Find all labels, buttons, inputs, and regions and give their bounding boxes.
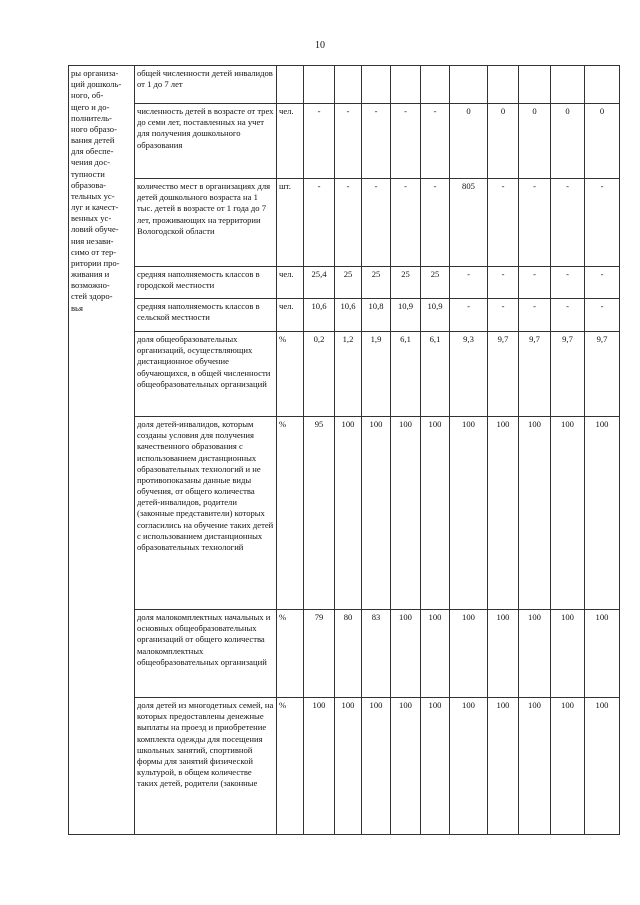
value-cell: - (304, 179, 335, 267)
value-cell: 1,2 (335, 332, 362, 417)
indicator-text: доля малокомплектных начальных и основных общеобразовательных организаций от общего количества малокомплектных общеобразовательных организаций (137, 612, 271, 667)
value-cell: - (488, 267, 519, 299)
value-cell: 100 (519, 417, 551, 610)
value-cell: 100 (450, 417, 488, 610)
value-cell: 10,9 (391, 299, 421, 332)
value-cell: - (519, 267, 551, 299)
value-cell: - (335, 104, 362, 179)
value-cell: 100 (421, 698, 450, 835)
value-cell: - (421, 179, 450, 267)
value-cell: - (519, 299, 551, 332)
value-cell: 100 (391, 698, 421, 835)
unit-cell: чел. (277, 104, 304, 179)
value-cell: 100 (362, 698, 391, 835)
value-cell: 10,6 (335, 299, 362, 332)
indicator-text: общей численности детей инвалидов от 1 до 7 лет (137, 68, 273, 90)
value-cell: 100 (362, 417, 391, 610)
value-cell: 10,9 (421, 299, 450, 332)
value-cell: 100 (488, 610, 519, 698)
value-cell: - (551, 299, 585, 332)
value-cell: - (304, 104, 335, 179)
value-cell: - (519, 179, 551, 267)
value-cell: 100 (585, 610, 620, 698)
indicator-text: доля общеобразовательных организаций, осуществляющих дистанционное обучение обучающихся, в общей численности общеобразовательных организаций (137, 334, 271, 389)
table-row (69, 299, 620, 332)
indicator-cell (135, 417, 277, 610)
value-cell (488, 66, 519, 104)
value-cell: 0 (519, 104, 551, 179)
value-cell: 100 (519, 610, 551, 698)
value-cell: 0 (450, 104, 488, 179)
value-cell: 100 (450, 610, 488, 698)
value-cell: 9,7 (585, 332, 620, 417)
value-cell: - (488, 299, 519, 332)
unit-cell: чел. (277, 267, 304, 299)
value-cell: 805 (450, 179, 488, 267)
unit-cell (277, 66, 304, 104)
indicator-text: доля детей из многодетных семей, на которых предоставлены денежные выплаты на проезд и приобретение комплекта одежды для посещения школьных занятий, спортивной формы для занятий физической культурой, в общем количестве таких детей, родители (законные (137, 700, 274, 789)
value-cell: 1,9 (362, 332, 391, 417)
table-row (69, 104, 620, 179)
indicator-cell (135, 299, 277, 332)
value-cell: - (551, 267, 585, 299)
value-cell: 100 (551, 698, 585, 835)
value-cell: - (551, 179, 585, 267)
value-cell: 100 (551, 610, 585, 698)
value-cell (335, 66, 362, 104)
indicator-text: средняя наполняемость классов в сельской местности (137, 301, 260, 323)
value-cell: 6,1 (421, 332, 450, 417)
value-cell: 100 (585, 698, 620, 835)
unit-cell: % (277, 417, 304, 610)
value-cell: 100 (488, 417, 519, 610)
value-cell: 25,4 (304, 267, 335, 299)
value-cell: 10,8 (362, 299, 391, 332)
value-cell (391, 66, 421, 104)
value-cell: 83 (362, 610, 391, 698)
table-row (69, 179, 620, 267)
value-cell (585, 66, 620, 104)
table-row (69, 610, 620, 698)
unit-cell: % (277, 610, 304, 698)
unit-cell: % (277, 698, 304, 835)
goal-text: ры организа- ций дошколь- ного, об- щего и до- полнитель- ного образо- вания детей для обеспе- чения дос- тупности образова- тельных ус- луг и качест- венных ус- ловий обуче- ния незави- симо от тер- ритории про- живания и возможно- стей здоро- вья (71, 68, 122, 313)
value-cell: 100 (335, 417, 362, 610)
value-cell: - (335, 179, 362, 267)
value-cell: 100 (585, 417, 620, 610)
table-row (69, 698, 620, 835)
indicator-cell (135, 179, 277, 267)
indicator-cell (135, 267, 277, 299)
value-cell: 9,7 (488, 332, 519, 417)
value-cell: 100 (450, 698, 488, 835)
value-cell: 100 (304, 698, 335, 835)
value-cell: 9,7 (519, 332, 551, 417)
value-cell: - (391, 104, 421, 179)
value-cell: 25 (391, 267, 421, 299)
value-cell: 9,7 (551, 332, 585, 417)
indicator-cell (135, 66, 277, 104)
value-cell (304, 66, 335, 104)
goal-cell (69, 66, 135, 835)
indicator-cell (135, 332, 277, 417)
value-cell (450, 66, 488, 104)
value-cell: - (585, 299, 620, 332)
value-cell (362, 66, 391, 104)
table-row (69, 332, 620, 417)
value-cell: - (362, 104, 391, 179)
unit-cell: шт. (277, 179, 304, 267)
value-cell: 6,1 (391, 332, 421, 417)
indicators-table (68, 65, 620, 835)
value-cell: 0 (551, 104, 585, 179)
indicator-cell (135, 698, 277, 835)
table-row (69, 66, 620, 104)
value-cell: 0 (488, 104, 519, 179)
value-cell: - (585, 267, 620, 299)
value-cell: 100 (519, 698, 551, 835)
value-cell: 0 (585, 104, 620, 179)
value-cell: 100 (391, 417, 421, 610)
value-cell: 25 (335, 267, 362, 299)
table-row (69, 417, 620, 610)
value-cell (421, 66, 450, 104)
value-cell: - (488, 179, 519, 267)
value-cell: - (391, 179, 421, 267)
value-cell: 100 (488, 698, 519, 835)
value-cell (519, 66, 551, 104)
unit-cell: % (277, 332, 304, 417)
indicator-text: количество мест в организациях для детей дошкольного возраста на 1 тыс. детей в возрасте от 1 года до 7 лет, проживающих на территории Вологодской области (137, 181, 271, 236)
value-cell: - (421, 104, 450, 179)
indicator-text: средняя наполняемость классов в городской местности (137, 269, 260, 291)
value-cell: 80 (335, 610, 362, 698)
value-cell: 100 (391, 610, 421, 698)
indicator-cell (135, 610, 277, 698)
unit-cell: чел. (277, 299, 304, 332)
indicator-cell (135, 104, 277, 179)
value-cell: 0,2 (304, 332, 335, 417)
value-cell: 100 (551, 417, 585, 610)
value-cell: - (585, 179, 620, 267)
value-cell: 25 (362, 267, 391, 299)
value-cell: 100 (335, 698, 362, 835)
table-row (69, 267, 620, 299)
indicator-text: численность детей в возрасте от трех до семи лет, поставленных на учет для получения дошкольного образования (137, 106, 274, 150)
value-cell: 95 (304, 417, 335, 610)
value-cell: - (450, 267, 488, 299)
value-cell: - (362, 179, 391, 267)
page-number: 10 (315, 40, 325, 51)
value-cell: 100 (421, 610, 450, 698)
value-cell: 25 (421, 267, 450, 299)
value-cell (551, 66, 585, 104)
value-cell: 100 (421, 417, 450, 610)
value-cell: - (450, 299, 488, 332)
indicator-text: доля детей-инвалидов, которым созданы условия для получения качественного образования с использованием дистанционных образовательных технологий и не противопоказаны данные виды обучения, от общего количества детей-инвалидов, родители (законные представители) которых согласились на обучение таких детей с использованием дистанционных образовательных технологий (137, 419, 274, 552)
value-cell: 79 (304, 610, 335, 698)
value-cell: 9,3 (450, 332, 488, 417)
value-cell: 10,6 (304, 299, 335, 332)
